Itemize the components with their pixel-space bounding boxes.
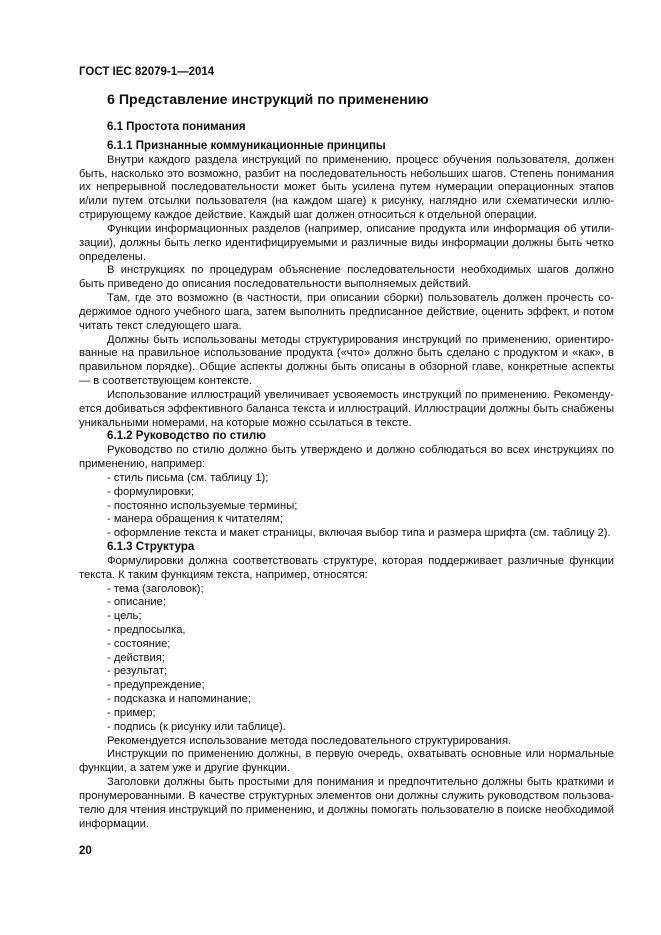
- subsection-heading: 6.1.3 Структура: [107, 541, 195, 554]
- text-line: телю для чтения инструкций по применению, и должны помогать пользователю в поиске необходимой: [79, 803, 614, 816]
- text-line: информации.: [79, 817, 150, 830]
- text-line: — в соответствующем контексте.: [79, 375, 253, 388]
- paragraph: [79, 389, 614, 430]
- paragraph: [79, 444, 614, 472]
- list-item: - описание;: [107, 596, 166, 609]
- paragraph: [79, 776, 614, 831]
- text-line: правильном порядке). Общие аспекты должны быть описаны в обзорной главе, конкретные аспекты: [79, 361, 614, 374]
- text-line: стрирующему каждое действие. Каждый шаг должен относиться к отдельной операции.: [79, 209, 538, 222]
- paragraph: [79, 223, 614, 264]
- subsection-title: 6.1 Простота понимания: [107, 121, 246, 133]
- list-item: - предпосылка,: [107, 623, 186, 636]
- text-line: держимое одного учебного шага, затем выполнить предписанное действие, оценить эффект, и потом: [79, 305, 614, 318]
- section-title: 6 Представление инструкций по применению: [107, 92, 429, 108]
- paragraph: [79, 735, 614, 749]
- text-line: Инструкции по применению должны, в первую очередь, охватывать основные или нормальные: [107, 748, 614, 761]
- list-item: - постоянно используемые термины;: [107, 499, 298, 512]
- text-line: Внутри каждого раздела инструкций по применению, процесс обучения пользователя, должен: [107, 153, 614, 166]
- text-line: Руководство по стилю должно быть утверждено и должно соблюдаться во всех инструкциях по: [107, 444, 614, 457]
- text-line: Заголовки должны быть простыми для понимания и предпочтительно должны быть краткими и: [107, 776, 614, 789]
- text-line: быть, насколько это возможно, разбит на последовательность небольших шагов. Степень понимания: [79, 167, 614, 180]
- text-line: и/или путем отсылки пользователя (на каждом шаге) к рисунку, наглядно или схематически иллю-: [79, 195, 614, 208]
- text-line: Рекомендуется использование метода последовательного структурирования.: [107, 734, 512, 747]
- list-item: - результат;: [107, 665, 168, 678]
- text-line: текста. К таким функциям текста, например, относятся:: [79, 568, 368, 581]
- text-line: Формулировки должна соответствовать структуре, которая поддерживает различные функции: [107, 554, 614, 567]
- list-item: - цель;: [107, 610, 142, 623]
- text-line: читать текст следующего шага.: [79, 319, 242, 332]
- list-item: - тема (заголовок);: [107, 582, 204, 595]
- text-line: их непрерывной последовательности может быть усилена путем нумерации операционных этапов: [79, 181, 614, 194]
- list-item: - формулировки;: [107, 485, 195, 498]
- text-line: пронумерованными. В качестве структурных элементов они должны служить руководством пользова-: [79, 789, 614, 802]
- text-line: ванные на правильное использование продукта («что» должно быть сделано с продуктом и «как», в: [79, 347, 614, 360]
- text-line: зации), должны быть легко идентифицируемыми и различные виды информации должны быть четко: [79, 236, 614, 249]
- text-line: быть приведено до описания последовательности выполняемых действий.: [79, 278, 472, 291]
- subsection-heading: 6.1.2 Руководство по стилю: [107, 430, 266, 443]
- text-line: применению, например:: [79, 458, 206, 471]
- text-line: Должны быть использованы методы структурирования инструкций по применению, ориентиро-: [107, 333, 614, 346]
- paragraph: [79, 334, 614, 389]
- list-item: - действия;: [107, 651, 165, 664]
- page-number: 20: [79, 845, 92, 857]
- list-item: - оформление текста и макет страницы, включая выбор типа и размера шрифта (см. таблицу 2).: [107, 527, 611, 540]
- list-item: - стиль письма (см. таблицу 1);: [107, 471, 269, 484]
- text-line: Там, где это возможно (в частности, при описании сборки) пользователь должен прочесть со-: [107, 292, 614, 305]
- list-item: - пример;: [107, 706, 156, 719]
- paragraph: [79, 154, 614, 223]
- list-item: - подпись (к рисунку или таблице).: [107, 720, 286, 733]
- paragraph: [79, 292, 614, 333]
- paragraph: [79, 264, 614, 292]
- document-body: [79, 140, 614, 831]
- text-line: функции, а затем уже и другие функции.: [79, 762, 290, 775]
- paragraph: [79, 748, 614, 776]
- list-item: - состояние;: [107, 637, 171, 650]
- list-item: - манера обращения к читателям;: [107, 513, 283, 526]
- text-line: уникальными номерами, на которые можно ссылаться в тексте.: [79, 416, 412, 429]
- paragraph: [79, 555, 614, 583]
- document-designation: ГОСТ IEC 82079-1—2014: [79, 66, 215, 78]
- list-item: - предупреждение;: [107, 679, 205, 692]
- text-line: определены.: [79, 250, 146, 263]
- list-item: - подсказка и напоминание;: [107, 693, 251, 706]
- subsection-heading: 6.1.1 Признанные коммуникационные принципы: [107, 140, 386, 152]
- text-line: В инструкциях по процедурам объяснение последовательности необходимых шагов должно: [107, 264, 614, 277]
- text-line: Функции информационных разделов (например, описание продукта или информация об утили-: [107, 222, 614, 235]
- text-line: ется добиваться эффективного баланса текста и иллюстраций. Иллюстрации должны быть снабжены: [79, 402, 614, 415]
- text-line: Использование иллюстраций увеличивает усвояемость инструкций по применению. Рекоменду-: [107, 388, 614, 401]
